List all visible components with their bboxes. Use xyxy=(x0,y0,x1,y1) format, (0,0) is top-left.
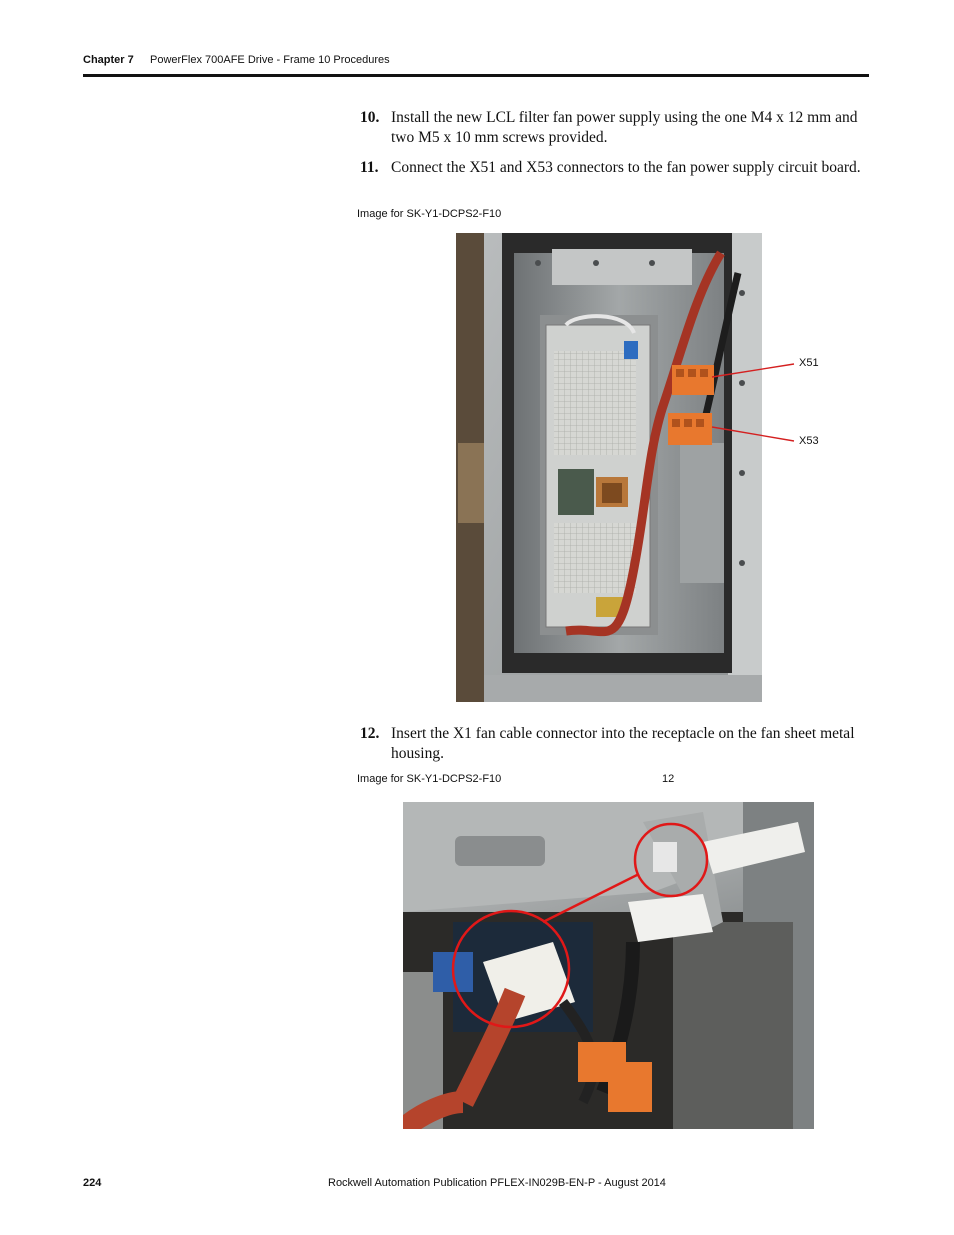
step-number: 10. xyxy=(360,109,380,126)
callout-lines xyxy=(700,355,800,455)
callout-x51: X51 xyxy=(799,357,819,369)
figure-2-caption: Image for SK-Y1-DCPS2-F10 xyxy=(357,773,502,785)
step-number: 12. xyxy=(360,725,380,742)
figure-2-number: 12 xyxy=(662,773,675,785)
callout-line-x51 xyxy=(712,364,794,377)
figure-2-photo xyxy=(403,802,814,1129)
power-supply-photo xyxy=(456,233,762,702)
fan-connector-photo xyxy=(403,802,814,1129)
chapter-label: Chapter 7 xyxy=(83,54,134,66)
step-number: 11. xyxy=(360,159,379,176)
header-rule xyxy=(83,74,869,77)
figure-1-caption: Image for SK-Y1-DCPS2-F10 xyxy=(357,208,502,220)
publication-info: Rockwell Automation Publication PFLEX-IN029B-EN-P - August 2014 xyxy=(328,1177,666,1189)
callout-line-x53 xyxy=(712,427,794,441)
step-text: Insert the X1 fan cable connector into the receptacle on the fan sheet metal housing. xyxy=(391,725,855,762)
page-number: 224 xyxy=(83,1177,102,1189)
callout-x53: X53 xyxy=(799,435,819,447)
step-text: Install the new LCL filter fan power supply using the one M4 x 12 mm and two M5 x 10 mm screws provided. xyxy=(391,109,858,146)
step-text: Connect the X51 and X53 connectors to the fan power supply circuit board. xyxy=(391,159,861,176)
figure-1-photo xyxy=(456,233,762,702)
chapter-title: PowerFlex 700AFE Drive - Frame 10 Procedures xyxy=(150,54,390,66)
